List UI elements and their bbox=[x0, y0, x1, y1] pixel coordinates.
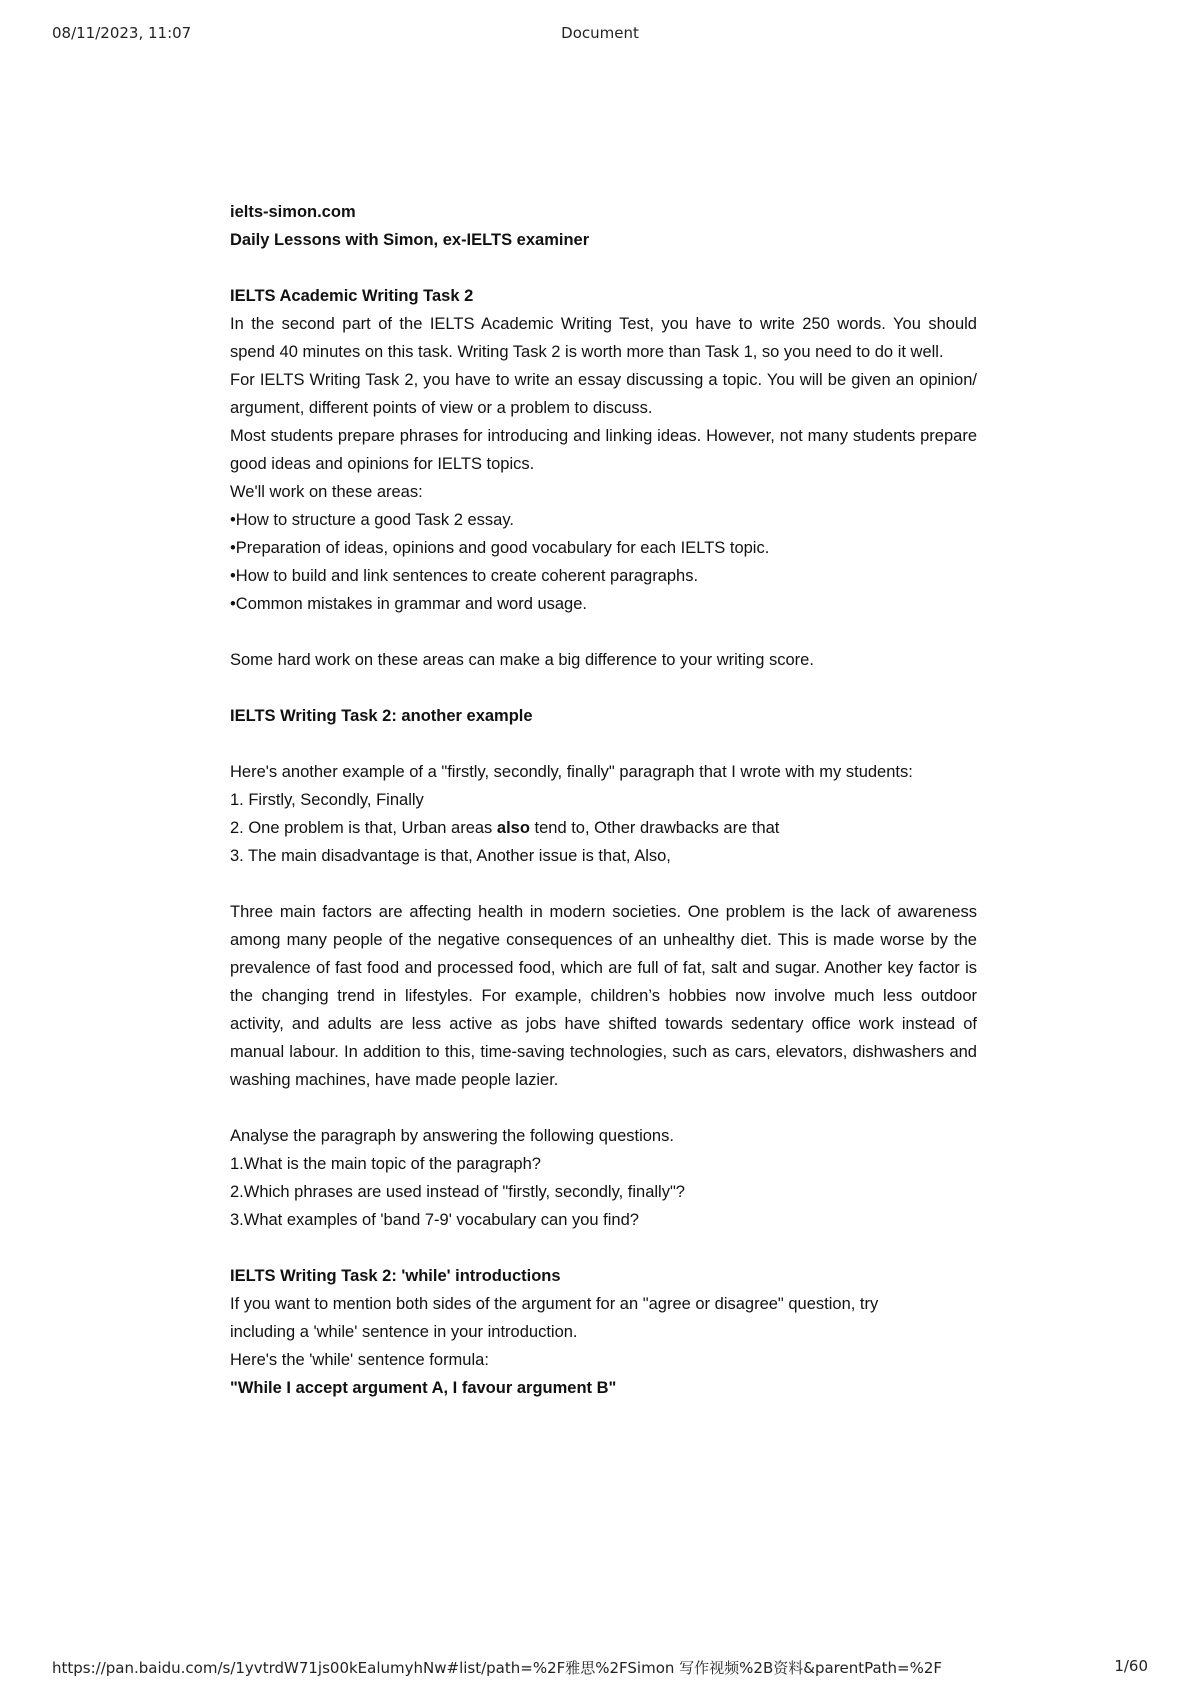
section1-paragraph-2: For IELTS Writing Task 2, you have to write an essay discussing a topic. You will be given an opinion/ argument, different points of view or a problem to discuss. bbox=[230, 371, 977, 417]
analyse-instruction: Analyse the paragraph by answering the following questions. bbox=[230, 1127, 674, 1145]
section3-paragraph: If you want to mention both sides of the argument for an "agree or disagree" question, try including a 'while' sentence in your introduction. bbox=[230, 1295, 879, 1341]
print-datetime: 08/11/2023, 11:07 bbox=[52, 24, 192, 42]
section1-paragraph-1: In the second part of the IELTS Academic Writing Test, you have to write 250 words. You should spend 40 minutes on this task. Writing Task 2 is worth more than Task 1, so you need to do it well. bbox=[230, 315, 977, 361]
list-item: •Common mistakes in grammar and word usage. bbox=[230, 595, 587, 613]
site-tagline: Daily Lessons with Simon, ex-IELTS examiner bbox=[230, 231, 590, 249]
example-intro: Here's another example of a "firstly, secondly, finally" paragraph that I wrote with my students: bbox=[230, 763, 913, 781]
phrase-list-item-2 bbox=[230, 814, 977, 842]
print-title: Document bbox=[561, 24, 639, 42]
list-item: •How to build and link sentences to create coherent paragraphs. bbox=[230, 567, 699, 585]
print-url: https://pan.baidu.com/s/1yvtrdW71js00kEalumyhNw#list/path=%2F雅思%2FSimon 写作视频%2B资料&parentPath=%2F bbox=[52, 1659, 943, 1677]
example-paragraph: Three main factors are affecting health in modern societies. One problem is the lack of awareness among many people of the negative consequences of an unhealthy diet. This is made worse by the prevalence of fast food and processed food, which are full of fat, salt and sugar. Another key factor is the changing trend in lifestyles. For example, children’s hobbies now involve much less outdoor activity, and adults are less active as jobs have shifted towards sedentary office work instead of manual labour. In addition to this, time-saving technologies, such as cars, elevators, dishwashers and washing machines, have made people lazier. bbox=[230, 903, 977, 1089]
page-number: 1/60 bbox=[1114, 1657, 1148, 1675]
question-item: 3.What examples of 'band 7-9' vocabulary can you find? bbox=[230, 1211, 639, 1229]
while-formula: "While I accept argument A, I favour argument B" bbox=[230, 1379, 617, 1397]
phrase-list-item-3: 3. The main disadvantage is that, Another issue is that, Also, bbox=[230, 847, 671, 865]
list-item: •Preparation of ideas, opinions and good vocabulary for each IELTS topic. bbox=[230, 539, 770, 557]
section1-paragraph-3: Most students prepare phrases for introducing and linking ideas. However, not many students prepare good ideas and opinions for IELTS topics. bbox=[230, 427, 977, 473]
question-item: 2.Which phrases are used instead of "firstly, secondly, finally"? bbox=[230, 1183, 685, 1201]
print-footer bbox=[0, 1657, 1200, 1687]
document-body bbox=[230, 198, 977, 1402]
phrase-list-emphasis: also bbox=[496, 819, 530, 837]
section2-heading: IELTS Writing Task 2: another example bbox=[230, 707, 533, 725]
section1-heading: IELTS Academic Writing Task 2 bbox=[230, 287, 474, 305]
question-item: 1.What is the main topic of the paragraph? bbox=[230, 1155, 541, 1173]
list-item: •How to structure a good Task 2 essay. bbox=[230, 511, 514, 529]
phrase-list-item-1: 1. Firstly, Secondly, Finally bbox=[230, 791, 424, 809]
section3-heading: IELTS Writing Task 2: 'while' introductions bbox=[230, 1267, 561, 1285]
phrase-list-text: tend to, Other drawbacks are that bbox=[529, 819, 780, 837]
print-header bbox=[0, 24, 1200, 54]
areas-intro: We'll work on these areas: bbox=[230, 483, 423, 501]
section1-closing: Some hard work on these areas can make a big difference to your writing score. bbox=[230, 651, 814, 669]
site-name: ielts-simon.com bbox=[230, 203, 356, 221]
phrase-list-text: 2. One problem is that, Urban areas bbox=[230, 819, 497, 837]
formula-intro: Here's the 'while' sentence formula: bbox=[230, 1351, 489, 1369]
